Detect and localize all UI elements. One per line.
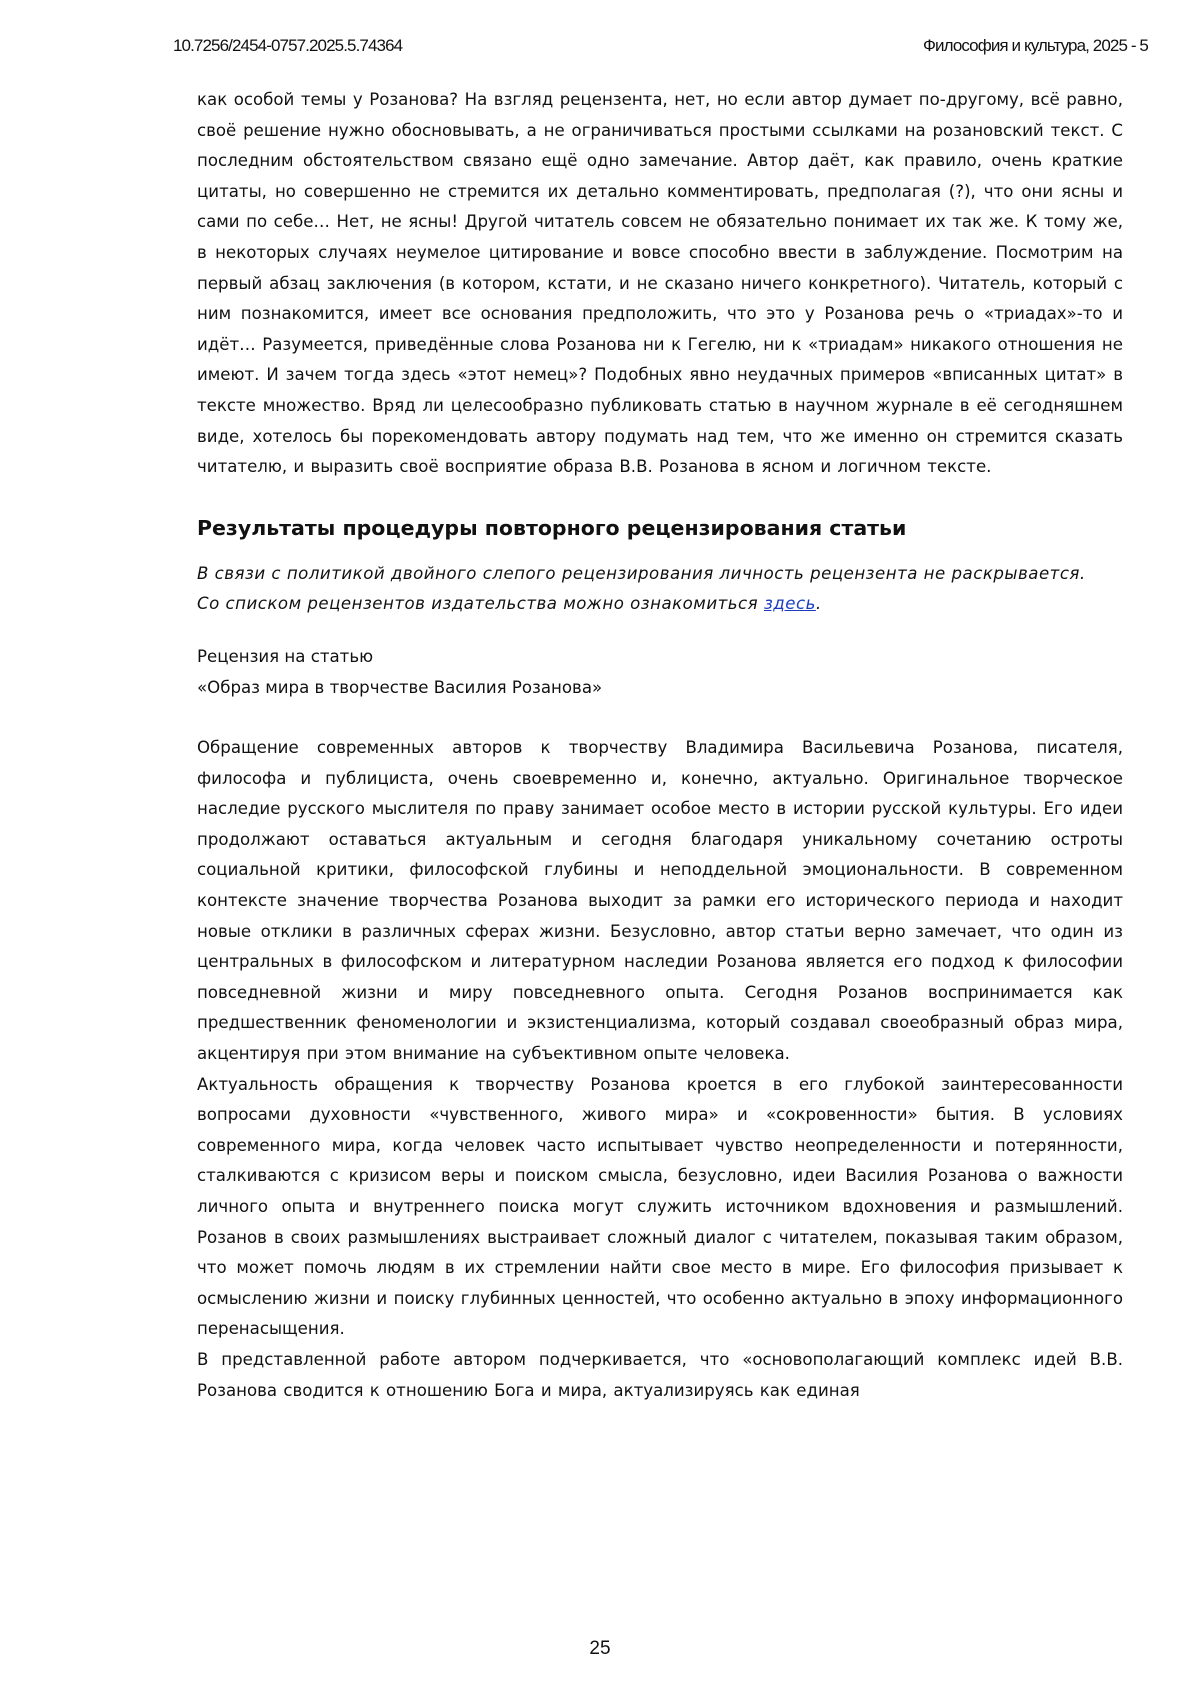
reviewers-list-link[interactable]: здесь: [763, 594, 816, 614]
running-header: [173, 36, 1148, 60]
review-title-line: Рецензия на статью: [197, 646, 374, 666]
review-paragraph: В представленной работе автором подчеркивается, что «основополагающий комплекс идей В.В. Розанова сводится к отношению Бога и мира, актуализируясь как единая: [197, 1349, 1123, 1400]
page-content: [197, 85, 1123, 1406]
spacer: [197, 703, 1123, 733]
journal-label: Философия и культура, 2025 - 5: [923, 36, 1148, 55]
reviewers-note: [197, 589, 1123, 620]
doi-label: 10.7256/2454-0757.2025.5.74364: [173, 36, 403, 55]
review-article-title: «Образ мира в творчестве Василия Розанова»: [197, 677, 603, 697]
page-number: 25: [589, 1638, 611, 1659]
review-title: [197, 642, 1123, 703]
reviewers-note-text: Со списком рецензентов издательства можно ознакомиться: [197, 594, 764, 614]
anonymity-note: В связи с политикой двойного слепого рецензирования личность рецензента не раскрывается.: [197, 563, 1086, 583]
review-paragraph: Обращение современных авторов к творчеству Владимира Васильевича Розанова, писателя, философа и публициста, очень своевременно и, конечно, актуально. Оригинальное творческое наследие русского мыслителя по праву занимает особое место в истории русской культуры. Его идеи продолжают оставаться актуальным и сегодня благодаря уникальному сочетанию остроты социальной критики, философской глубины и неподдельной эмоциональности. В современном контексте значение творчества Розанова выходит за рамки его исторического периода и находит новые отклики в различных сферах жизни. Безусловно, автор статьи верно замечает, что один из центральных в философском и литературном наследии Розанова является его подход к философии повседневной жизни и миру повседневного опыта. Сегодня Розанов воспринимается как предшественник феноменологии и экзистенциализма, который создавал своеобразный образ мира, акцентируя при этом внимание на субъективном опыте человека.: [197, 738, 1123, 1064]
section-heading: Результаты процедуры повторного рецензирования статьи: [197, 515, 907, 540]
body-paragraph: как особой темы у Розанова? На взгляд рецензента, нет, но если автор думает по-другому, всё равно, своё решение нужно обосновывать, а не ограничиваться простыми ссылками на розановский текст. С последним обстоятельством связано ещё одно замечание. Автор даёт, как правило, очень краткие цитаты, но совершенно не стремится их детально комментировать, предполагая (?), что они ясны и сами по себе… Нет, не ясны! Другой читатель совсем не обязательно понимает их так же. К тому же, в некоторых случаях неумелое цитирование и вовсе способно ввести в заблуждение. Посмотрим на первый абзац заключения (в котором, кстати, и не сказано ничего конкретного). Читатель, который с ним познакомится, имеет все основания предположить, что это у Розанова речь о «триадах»-то и идёт… Разумеется, приведённые слова Розанова ни к Гегелю, ни к «триадам» никакого отношения не имеют. И зачем тогда здесь «этот немец»? Подобных явно неудачных примеров «вписанных цитат» в тексте множество. Вряд ли целесообразно публиковать статью в научном журнале в её сегодняшнем виде, хотелось бы порекомендовать автору подумать над тем, что же именно он стремится сказать читателю, и выразить своё восприятие образа В.В. Розанова в ясном и логичном тексте.: [197, 90, 1123, 477]
reviewers-note-end: .: [815, 594, 822, 614]
review-paragraph: Актуальность обращения к творчеству Розанова кроется в его глубокой заинтересованности вопросами духовности «чувственного, живого мира» и «сокровенности» бытия. В условиях современного мира, когда человек часто испытывает чувство неопределенности и потерянности, сталкиваются с кризисом веры и поиском смысла, безусловно, идеи Василия Розанова о важности личного опыта и внутреннего поиска могут служить источником вдохновения и размышлений. Розанов в своих размышлениях выстраивает сложный диалог с читателем, показывая таким образом, что может помочь людям в их стремлении найти свое место в мире. Его философия призывает к осмыслению жизни и поиску глубинных ценностей, что особенно актуально в эпоху информационного перенасыщения.: [197, 1074, 1123, 1339]
